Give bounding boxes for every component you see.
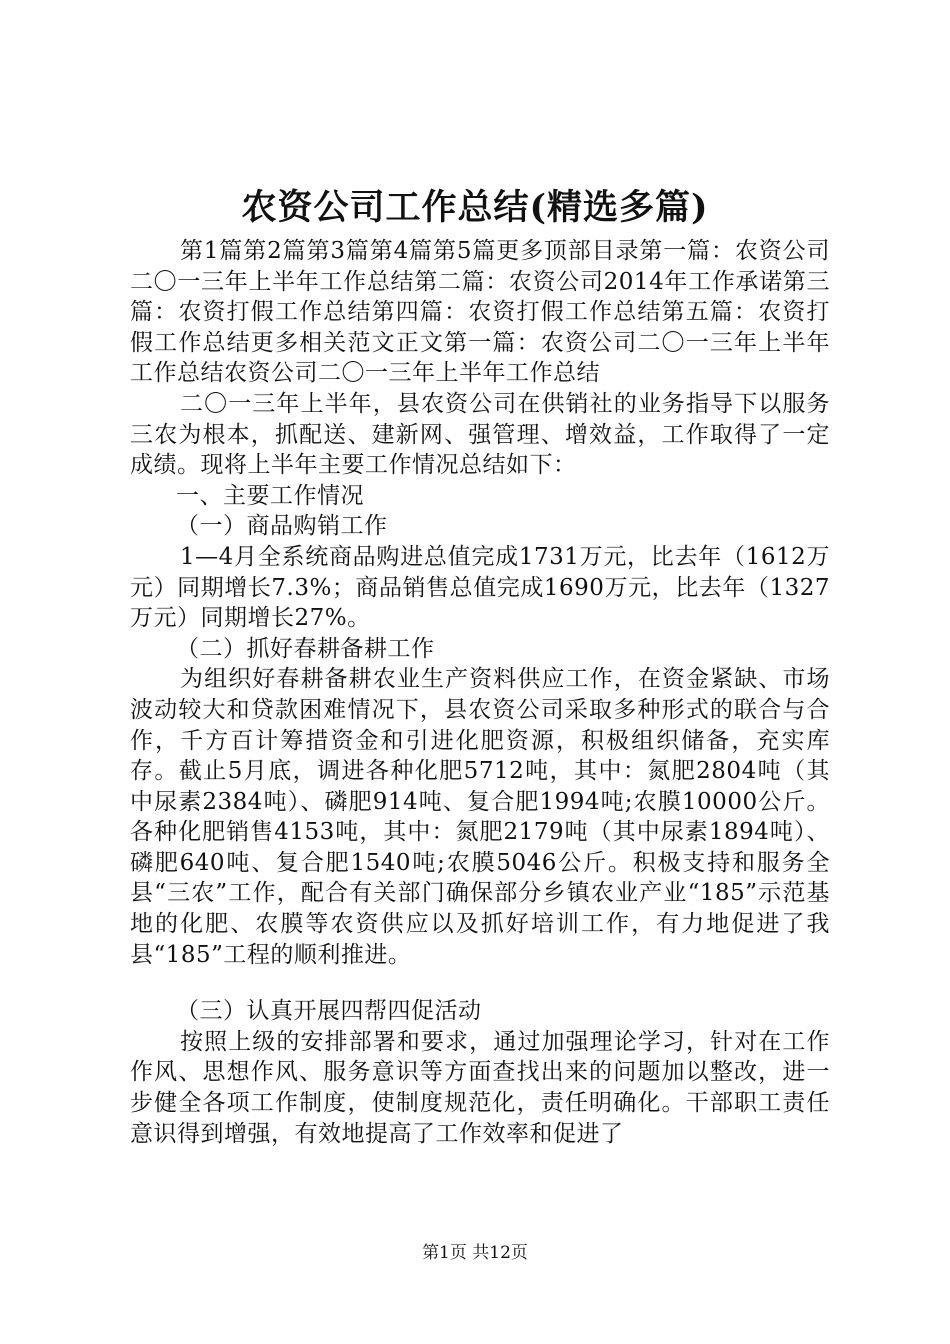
subsection-1-paragraph: 1—4月全系统商品购进总值完成1731万元，比去年（1612万元）同期增长7.3%；商品销售总值完成1690万元，比去年（1327万元）同期增长27%。 bbox=[130, 543, 830, 632]
subsection-2-paragraph: 为组织好春耕备耕农业生产资料供应工作，在资金紧缺、市场波动较大和贷款困难情况下，县农资公司采取多种形式的联合与合作，千方百计筹措资金和引进化肥资源，积极组织储备，充实库存。截止5月底，调进各种化肥5712吨，其中：氮肥2804吨（其中尿素2384吨）、磷肥914吨、复合肥1994吨;农膜10000公斤。各种化肥销售4153吨，其中：氮肥2179吨（其中尿素1894吨）、磷肥640吨、复合肥1540吨;农膜5046公斤。积极支持和服务全县“三农”工作，配合有关部门确保部分乡镇农业产业“185”示范基地的化肥、农膜等农资供应以及抓好培训工作，有力地促进了我县“185”工程的顺利推进。 bbox=[130, 666, 830, 968]
section-1-heading: 一、主要工作情况 bbox=[176, 482, 364, 509]
subsection-1-heading: （一）商品购销工作 bbox=[176, 513, 388, 540]
toc-paragraph: 第1篇第2篇第3篇第4篇第5篇更多顶部目录第一篇：农资公司二〇一三年上半年工作总结第二篇：农资公司2014年工作承诺第三篇：农资打假工作总结第四篇：农资打假工作总结第五篇：农资打假工作总结更多相关范文正文第一篇：农资公司二〇一三年上半年工作总结农资公司二〇一三年上半年工作总结 bbox=[130, 238, 830, 387]
subsection-3-paragraph: 按照上级的安排部署和要求，通过加强理论学习，针对在工作作风、思想作风、服务意识等方面查找出来的问题加以整改，进一步健全各项工作制度，使制度规范化，责任明确化。干部职工责任意识得到增强，有效地提高了工作效率和促进了 bbox=[130, 1028, 830, 1147]
document-title: 农资公司工作总结(精选多篇) bbox=[241, 187, 709, 228]
intro-paragraph: 二〇一三年上半年，县农资公司在供销社的业务指导下以服务三农为根本，抓配送、建新网、强管理、增效益，工作取得了一定成绩。现将上半年主要工作情况总结如下： bbox=[130, 390, 830, 479]
subsection-2-heading: （二）抓好春耕备耕工作 bbox=[176, 635, 435, 662]
subsection-3-heading: （三）认真开展四帮四促活动 bbox=[176, 998, 482, 1025]
page-footer: 第1页 共12页 bbox=[422, 1243, 528, 1263]
document-body bbox=[130, 236, 830, 1149]
